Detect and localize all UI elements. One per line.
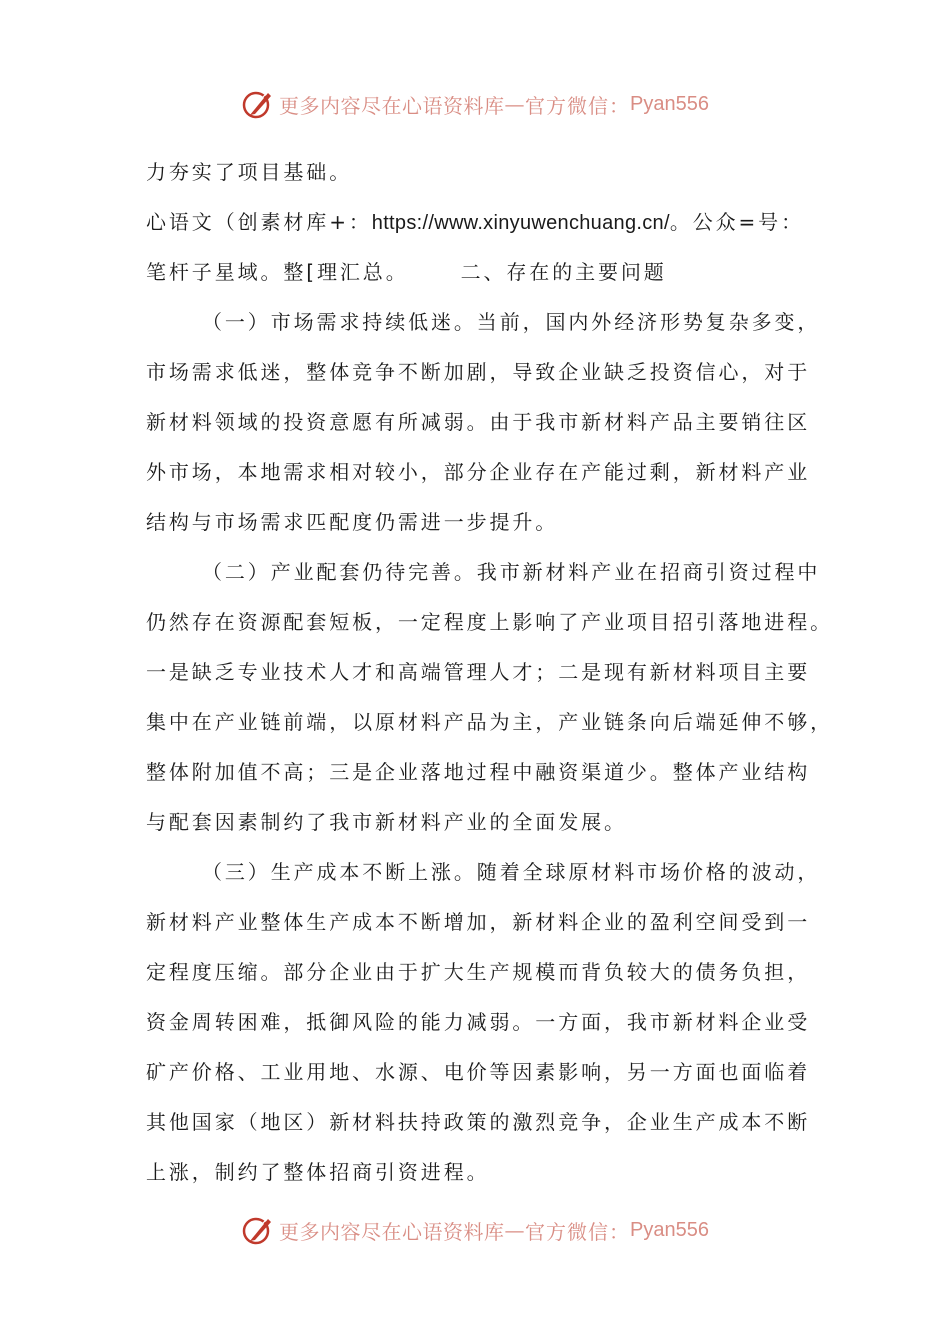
paragraph-line: 定程度压缩。部分企业由于扩大生产规模而背负较大的债务负担，: [146, 960, 811, 984]
source-label: 心语文（创素材库+：: [146, 210, 372, 234]
text-line: 力夯实了项目基础。: [146, 160, 353, 184]
banner-wechat-label: 官方微信：: [525, 1219, 631, 1244]
paragraph-line: （三）生产成本不断上涨。随着全球原材料市场价格的波动，: [202, 860, 821, 884]
text-line: [146, 197, 826, 247]
banner-title: 更多内容尽在心语资料库: [279, 1219, 505, 1244]
paragraph-line: （一）市场需求持续低迷。当前，国内外经济形势复杂多变，: [202, 310, 821, 334]
paragraph-line: 矿产价格、工业用地、水源、电价等因素影响，另一方面也面临着: [146, 1060, 811, 1084]
paragraph-line: 结构与市场需求匹配度仍需进一步提升。: [146, 510, 559, 534]
public-account-label: 。公众=号：: [669, 210, 804, 234]
quill-logo-icon: [241, 1213, 275, 1247]
section-heading: 二、存在的主要问题: [460, 260, 667, 284]
document-body: [146, 147, 833, 1197]
paragraph-line: 整体附加值不高；三是企业落地过程中融资渠道少。整体产业结构: [146, 760, 811, 784]
paragraph-line: 市场需求低迷，整体竞争不断加剧，导致企业缺乏投资信心，对于: [146, 360, 811, 384]
account-name: 笔杆子星域。整[理汇总。: [146, 260, 409, 284]
banner-wechat-id: Pyan556: [630, 92, 709, 115]
quill-logo-icon: [241, 87, 275, 121]
source-url: https://www.xinyuwenchuang.cn/: [371, 212, 670, 234]
paragraph-line: 新材料领域的投资意愿有所减弱。由于我市新材料产品主要销往区: [146, 410, 811, 434]
paragraph-line: 上涨，制约了整体招商引资进程。: [146, 1160, 490, 1184]
paragraph-line: 集中在产业链前端，以原材料产品为主，产业链条向后端延伸不够，: [146, 710, 833, 734]
banner-dash: —: [504, 1218, 526, 1242]
header-banner: [0, 84, 950, 124]
banner-title: 更多内容尽在心语资料库: [279, 93, 505, 118]
banner-dash: —: [504, 92, 526, 116]
paragraph-line: 外市场，本地需求相对较小，部分企业存在产能过剩，新材料产业: [146, 460, 811, 484]
paragraph-line: 与配套因素制约了我市新材料产业的全面发展。: [146, 810, 627, 834]
footer-banner: [0, 1210, 950, 1250]
paragraph-line: 一是缺乏专业技术人才和高端管理人才；二是现有新材料项目主要: [146, 660, 811, 684]
paragraph-line: 新材料产业整体生产成本不断增加，新材料企业的盈利空间受到一: [146, 910, 811, 934]
paragraph-line: 资金周转困难，抵御风险的能力减弱。一方面，我市新材料企业受: [146, 1010, 811, 1034]
banner-wechat-label: 官方微信：: [525, 93, 631, 118]
text-line: [146, 247, 826, 297]
paragraph-line: 其他国家（地区）新材料扶持政策的激烈竞争，企业生产成本不断: [146, 1110, 811, 1134]
paragraph-line: （二）产业配套仍待完善。我市新材料产业在招商引资过程中: [202, 560, 821, 584]
paragraph-line: 仍然存在资源配套短板，一定程度上影响了产业项目招引落地进程。: [146, 610, 833, 634]
banner-wechat-id: Pyan556: [630, 1218, 709, 1241]
